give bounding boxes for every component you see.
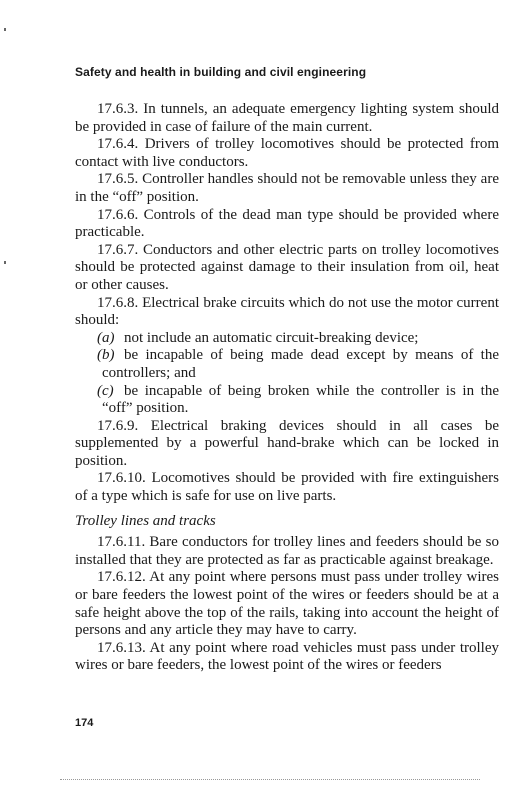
paragraph: 17.6.4. Drivers of trolley locomotives should be protected from contact with live conductors. — [75, 136, 499, 170]
list-marker: (c) — [97, 382, 114, 399]
section-heading: Trolley lines and tracks — [75, 512, 216, 529]
page-number: 174 — [75, 717, 94, 729]
running-head: Safety and health in building and civil engineering — [75, 65, 367, 79]
list-item — [75, 330, 499, 348]
list-item — [75, 383, 499, 418]
paragraph: 17.6.5. Controller handles should not be removable unless they are in the “off” position. — [75, 171, 499, 205]
list-marker: (a) — [97, 329, 115, 346]
body-text — [75, 101, 499, 675]
paragraph: 17.6.11. Bare conductors for trolley lines and feeders should be so installed that they are protected as far as practicable against breakage. — [75, 534, 499, 568]
margin-mark — [4, 261, 6, 264]
paragraph: 17.6.3. In tunnels, an adequate emergency lighting system should be provided in case of failure of the main current. — [75, 101, 499, 135]
paragraph: 17.6.10. Locomotives should be provided with fire extinguishers of a type which is safe for use on live parts. — [75, 470, 499, 505]
list-item-text: not include an automatic circuit-breaking device; — [124, 329, 419, 346]
paragraph: 17.6.12. At any point where persons must pass under trolley wires or bare feeders the lowest point of the wires or feeders should be at a safe height above the top of the rails, taking into account the height of persons and any article they may have to carry. — [75, 569, 499, 639]
list-item — [75, 347, 499, 382]
list-marker: (b) — [97, 347, 115, 364]
scan-edge — [60, 779, 480, 780]
paragraph: 17.6.13. At any point where road vehicles must pass under trolley wires or bare feeders, the lowest point of the wires or feeders — [75, 639, 499, 674]
list-item-text: be incapable of being made dead except by means of the controllers; and — [102, 347, 499, 381]
list-item-text: be incapable of being broken while the controller is in the “off” position. — [102, 382, 499, 417]
paragraph: 17.6.8. Electrical brake circuits which do not use the motor current should: — [75, 294, 499, 329]
paragraph: 17.6.6. Controls of the dead man type should be provided where practicable. — [75, 206, 499, 241]
margin-mark — [4, 28, 6, 31]
paragraph: 17.6.9. Electrical braking devices should in all cases be supplemented by a powerful hand-brake which can be locked in position. — [75, 417, 499, 469]
paragraph: 17.6.7. Conductors and other electric parts on trolley locomotives should be protected against damage to their insulation from oil, heat or other causes. — [75, 241, 499, 293]
